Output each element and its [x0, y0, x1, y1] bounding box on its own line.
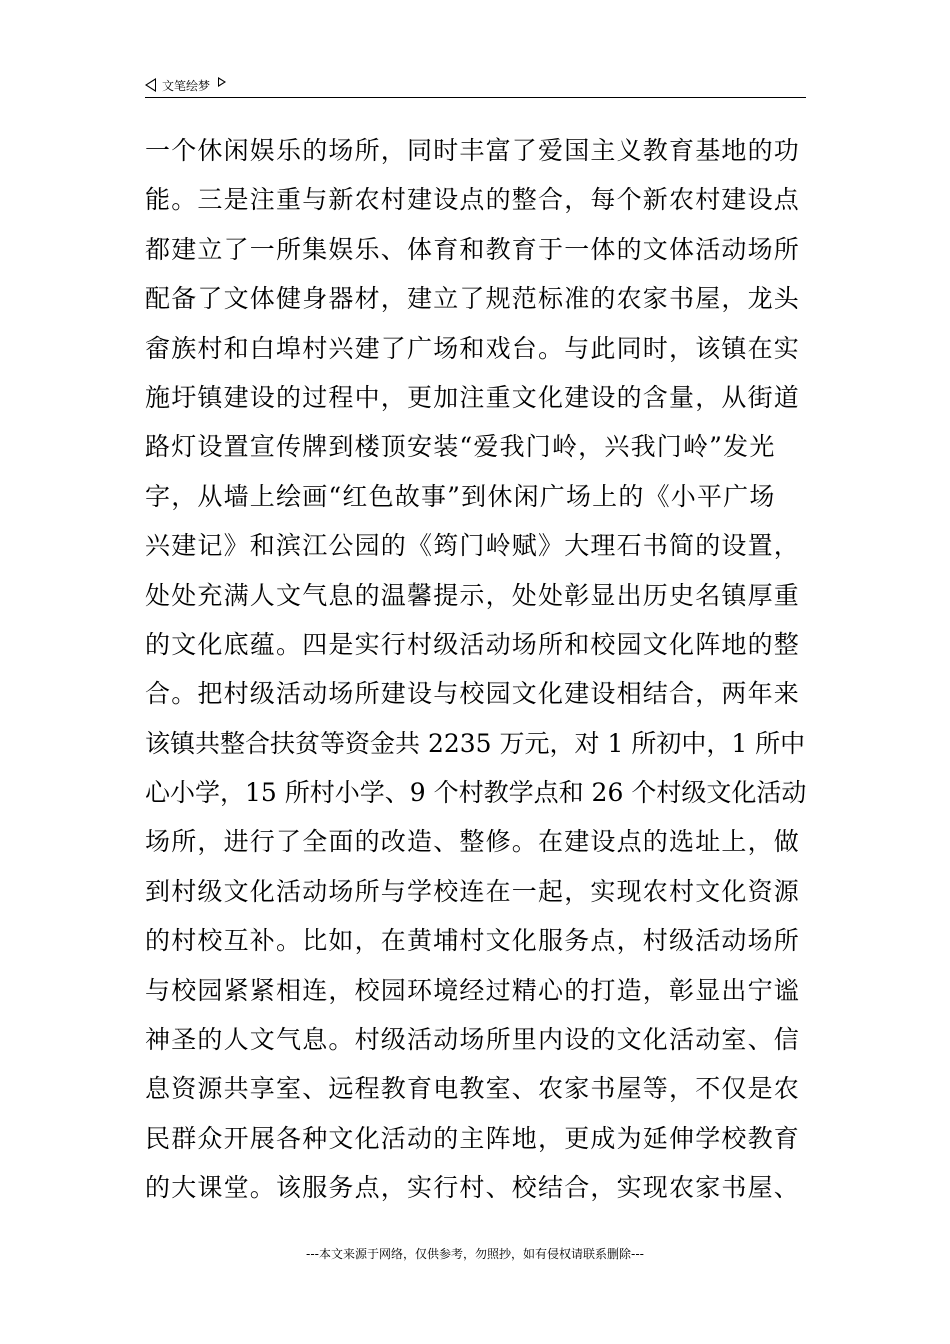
text-line: 能。三是注重与新农村建设点的整合，每个新农村建设点: [145, 185, 801, 215]
triangle-left-icon: [145, 78, 156, 92]
text-line: 场所，进行了全面的改造、整修。在建设点的选址上，做: [145, 827, 801, 857]
text-line: 处处充满人文气息的温馨提示，处处彰显出历史名镇厚重: [145, 580, 801, 610]
text-line: 与校园紧紧相连，校园环境经过精心的打造，彰显出宁谧: [145, 975, 801, 1005]
text-line: 路灯设置宣传牌到楼顶安装“爱我门岭，兴我门岭”发光: [145, 432, 776, 462]
text-line: 字，从墙上绘画“红色故事”到休闲广场上的《小平广场: [145, 481, 776, 511]
text-line: 民群众开展各种文化活动的主阵地，更成为延伸学校教育: [145, 1123, 801, 1153]
text-line: 的文化底蕴。四是实行村级活动场所和校园文化阵地的整: [145, 629, 801, 659]
text-line: 息资源共享室、远程教育电教室、农家书屋等，不仅是农: [145, 1074, 801, 1104]
header-divider: [145, 97, 806, 98]
text-line: 兴建记》和滨江公园的《筠门岭赋》大理石书简的设置，: [145, 531, 801, 561]
text-line: 合。把村级活动场所建设与校园文化建设相结合，两年来: [145, 679, 801, 709]
header-title: 文笔绘梦: [162, 78, 211, 93]
text-line: 的村校互补。比如，在黄埔村文化服务点，村级活动场所: [145, 926, 801, 956]
text-line: 都建立了一所集娱乐、体育和教育于一体的文体活动场所: [145, 234, 801, 264]
text-line: 该镇共整合扶贫等资金共 2235 万元，对 1 所初中，1 所中: [145, 728, 806, 758]
text-line: 一个休闲娱乐的场所，同时丰富了爱国主义教育基地的功: [145, 136, 801, 165]
text-line: 的大课堂。该服务点，实行村、校结合，实现农家书屋、: [145, 1173, 801, 1203]
text-line: 心小学，15 所村小学、9 个村教学点和 26 个村级文化活动: [145, 778, 807, 808]
text-line: 到村级文化活动场所与学校连在一起，实现农村文化资源: [145, 876, 801, 906]
triangle-right-icon: [218, 77, 226, 87]
body-text: [145, 126, 806, 1213]
text-line: 畲族村和白埠村兴建了广场和戏台。与此同时，该镇在实: [145, 333, 801, 363]
footer-disclaimer: ---本文来源于网络，仅供参考，勿照抄，如有侵权请联系删除---: [306, 1247, 644, 1261]
running-header: [145, 74, 226, 96]
text-line: 施圩镇建设的过程中，更加注重文化建设的含量，从街道: [145, 382, 801, 412]
text-line: 神圣的人文气息。村级活动场所里内设的文化活动室、信: [145, 1025, 801, 1055]
text-line: 配备了文体健身器材，建立了规范标准的农家书屋，龙头: [145, 284, 801, 314]
